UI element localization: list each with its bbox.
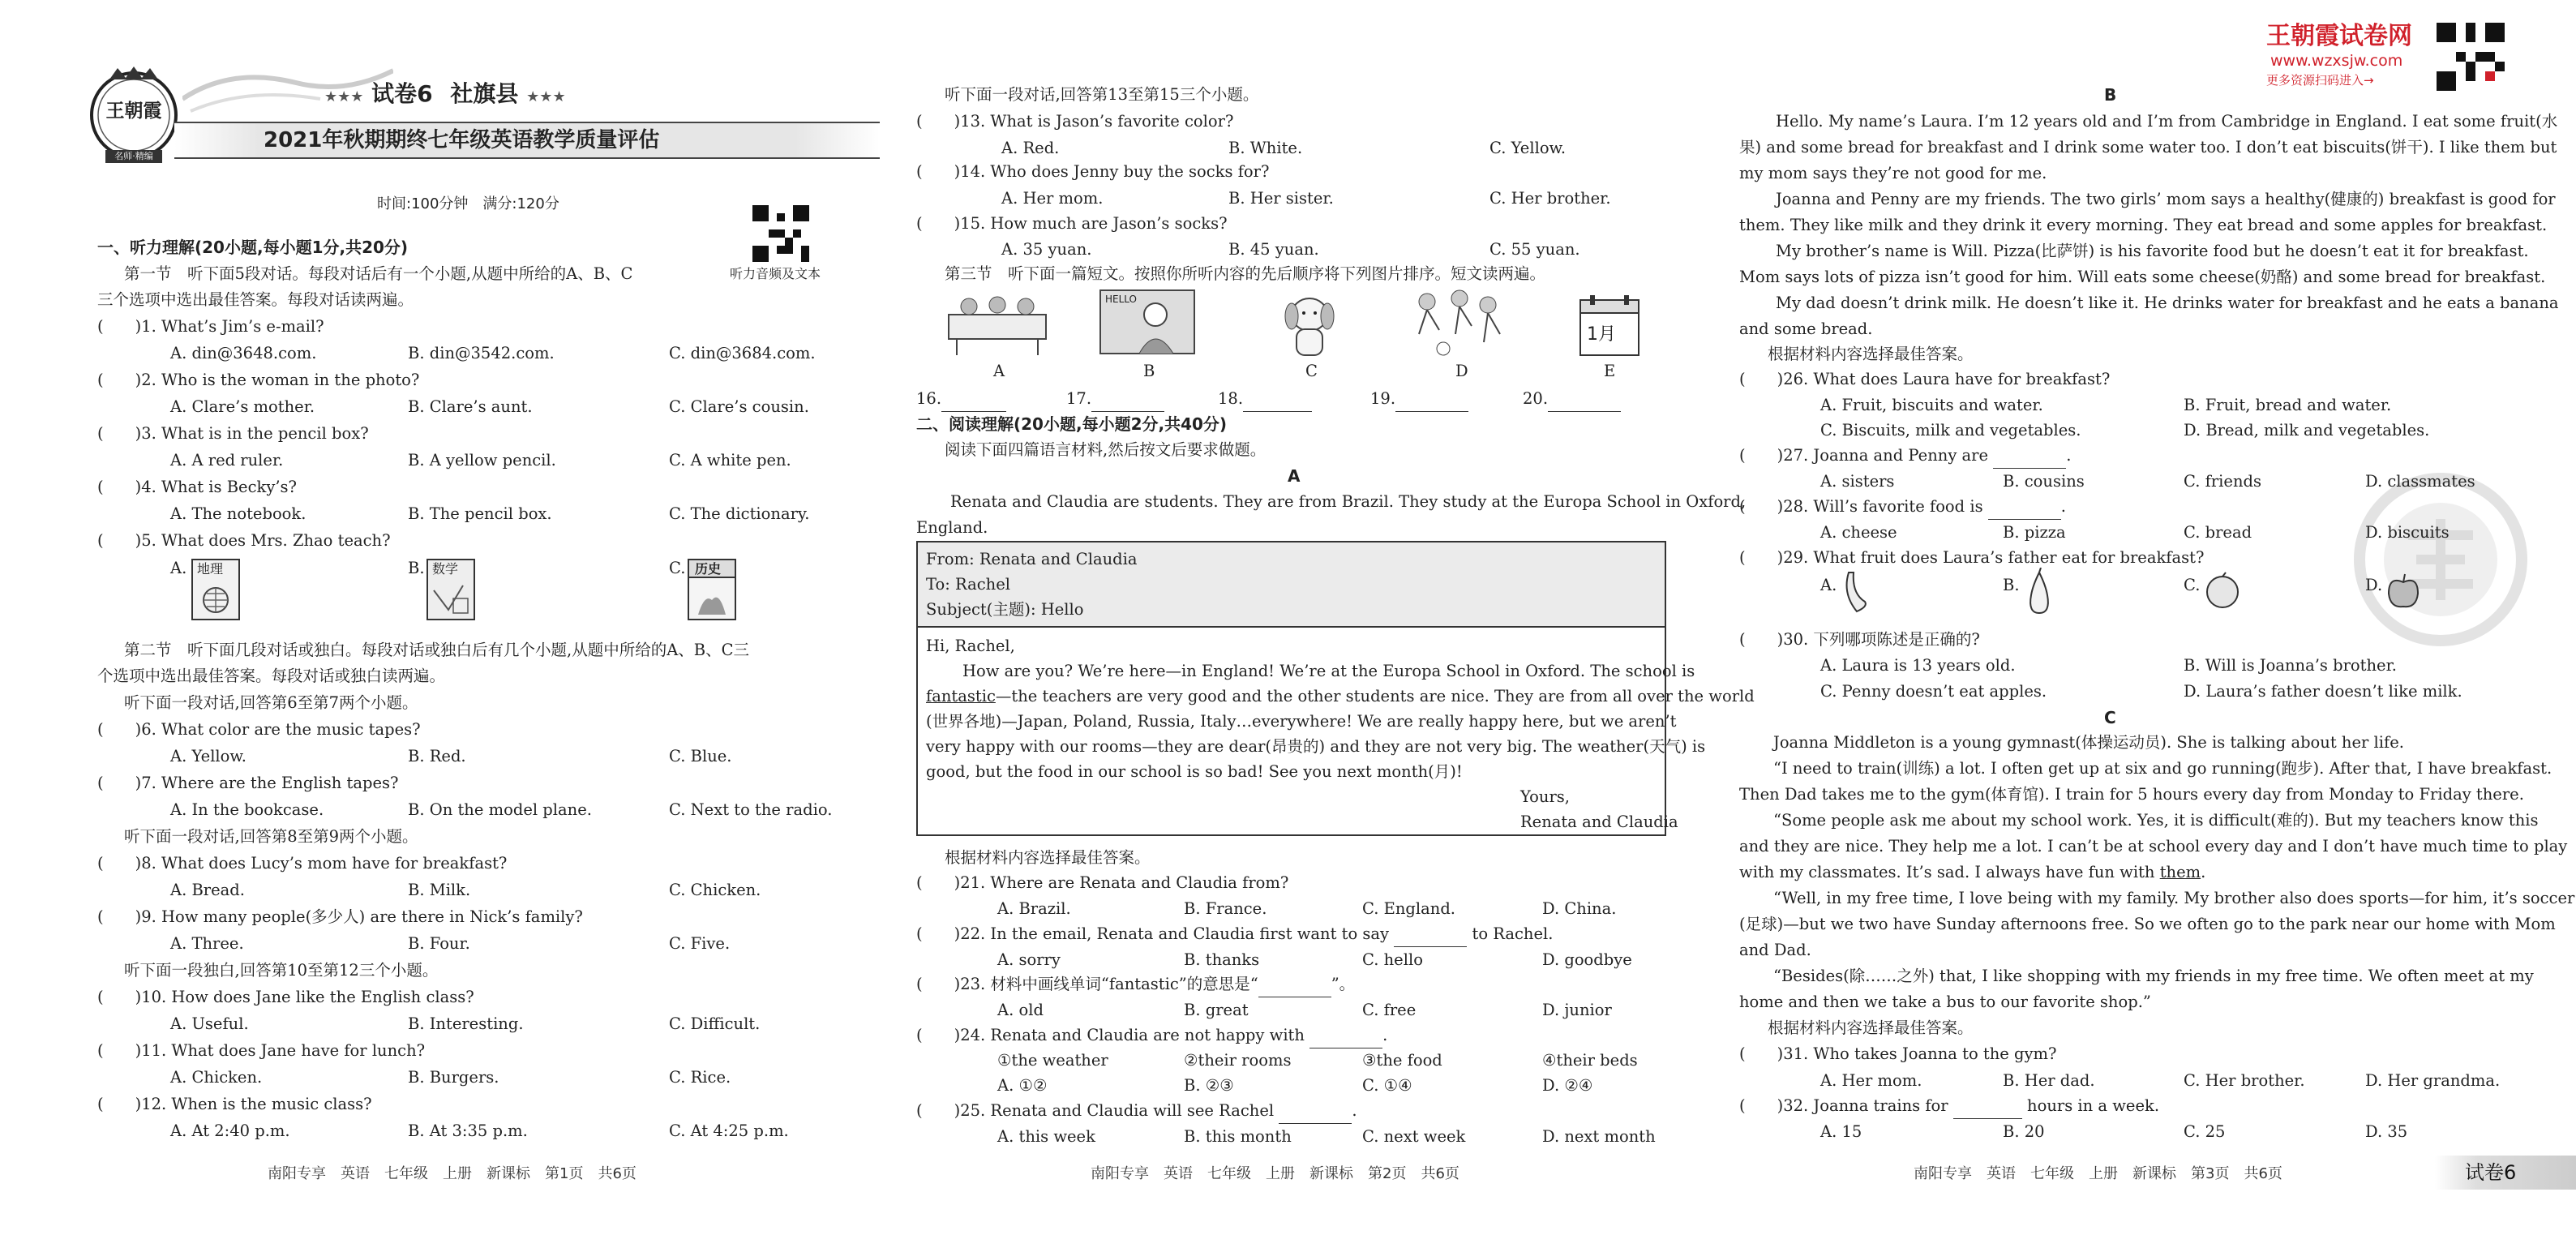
q24-item-2: ②their rooms xyxy=(1184,1051,1292,1070)
q5-option-a[interactable]: A. xyxy=(170,559,187,577)
q25-option-a[interactable]: A. this week xyxy=(997,1127,1095,1146)
calendar-month-text: 1月 xyxy=(1587,324,1616,345)
passage-c-l2: “I need to train(训练) a lot. I often get up at six and go running(跑步). After that, I have breakfast. xyxy=(1773,759,2552,778)
q27-option-a[interactable]: A. sisters xyxy=(1820,472,1895,491)
pic-label-b: B xyxy=(1143,362,1155,380)
page-3 xyxy=(1739,0,2575,1235)
answer-blank-16[interactable] xyxy=(916,386,1006,412)
q11-option-c[interactable]: C. Rice. xyxy=(669,1068,731,1087)
question-26: ( )26. What does Laura have for breakfast? xyxy=(1739,370,2111,388)
stars-left: ★★★ xyxy=(324,88,364,105)
email-body-l1: How are you? We’re here—in England! We’re at the Europa School in Oxford. The school is xyxy=(962,662,1695,680)
listen-6-7: 听下面一段对话,回答第6至第7两个小题。 xyxy=(124,693,418,712)
q4-option-c[interactable]: C. The dictionary. xyxy=(669,504,810,523)
email-greeting: Hi, Rachel, xyxy=(926,637,1015,655)
question-8: ( )8. What does Lucy’s mom have for breakfast? xyxy=(97,854,508,873)
q15-option-b[interactable]: B. 45 yuan. xyxy=(1228,240,1319,259)
passage-c-l6 xyxy=(1739,860,2205,886)
question-5: ( )5. What does Mrs. Zhao teach? xyxy=(97,531,391,550)
exam-title: 2021年秋期期终七年级英语教学质量评估 xyxy=(264,128,660,152)
q15-option-a[interactable]: A. 35 yuan. xyxy=(1001,240,1092,259)
passage-c-l4: “Some people ask me about my school work. Yes, it is difficult(难的). But my teachers know this xyxy=(1773,811,2539,830)
q24-option-c[interactable]: C. ①④ xyxy=(1362,1076,1412,1095)
page-3-footer: 南阳专享 英语 七年级 上册 新课标 第3页 共6页 xyxy=(1914,1165,2282,1182)
email-signature: Renata and Claudia xyxy=(1520,813,1678,831)
picture-d-kids-playing xyxy=(1395,285,1516,358)
question-7: ( )7. Where are the English tapes? xyxy=(97,774,399,792)
q25-option-b[interactable]: B. this month xyxy=(1184,1127,1292,1146)
q28-stem-end: . xyxy=(2060,497,2066,516)
q4-option-a[interactable]: A. The notebook. xyxy=(170,504,306,523)
passage-b-l5: them. They like milk and they drink it every morning. They eat bread and some apples for breakfast. xyxy=(1739,216,2548,234)
part3-intro: 第三节 听下面一篇短文。按照你所听内容的先后顺序将下列图片排序。短文读两遍。 xyxy=(945,264,1546,283)
q21-option-d[interactable]: D. China. xyxy=(1542,899,1617,918)
choose-best-c: 根据材料内容选择最佳答案。 xyxy=(1768,1018,1974,1037)
q28-option-a[interactable]: A. cheese xyxy=(1820,523,1897,542)
section-1-heading: 一、听力理解(20小题,每小题1分,共20分) xyxy=(97,238,409,257)
q8-option-c[interactable]: C. Chicken. xyxy=(669,881,761,899)
q1-option-a[interactable]: A. din@3648.com. xyxy=(170,344,317,362)
q13-option-b[interactable]: B. White. xyxy=(1228,139,1303,157)
q12-option-b[interactable]: B. At 3:35 p.m. xyxy=(408,1121,528,1140)
q24-option-b[interactable]: B. ②③ xyxy=(1184,1076,1234,1095)
q27-option-c[interactable]: C. friends xyxy=(2184,472,2261,491)
math-book-icon xyxy=(426,558,476,621)
email-from: From: Renata and Claudia xyxy=(926,550,1138,568)
q3-option-b[interactable]: B. A yellow pencil. xyxy=(408,451,556,470)
banana-icon xyxy=(1841,569,1873,615)
q9-option-b[interactable]: B. Four. xyxy=(408,934,470,953)
question-2: ( )2. Who is the woman in the photo? xyxy=(97,371,420,389)
q4-option-b[interactable]: B. The pencil box. xyxy=(408,504,552,523)
passage-c-l10: “Besides(除……之外) that, I like shopping with my friends in my free time. We often meet at my xyxy=(1773,967,2534,985)
question-13: ( )13. What is Jason’s favorite color? xyxy=(916,112,1234,131)
passage-a-label: A xyxy=(1288,466,1301,486)
picture-c-dog xyxy=(1277,290,1342,358)
orange-icon xyxy=(2203,571,2242,610)
picture-b-board-text: HELLO xyxy=(1105,294,1137,305)
q14-option-b[interactable]: B. Her sister. xyxy=(1228,189,1334,208)
pic-label-a: A xyxy=(993,362,1005,380)
q28-option-c[interactable]: C. bread xyxy=(2184,523,2252,542)
q27-stem-end: . xyxy=(2066,446,2072,465)
q21-option-b[interactable]: B. France. xyxy=(1184,899,1267,918)
q28-option-b[interactable]: B. pizza xyxy=(2003,523,2066,542)
q22-option-c[interactable]: C. hello xyxy=(1362,950,1423,969)
q6-option-c[interactable]: C. Blue. xyxy=(669,747,732,765)
passage-c-l9: and Dad. xyxy=(1739,941,1811,959)
email-subject: Subject(主题): Hello xyxy=(926,600,1084,619)
question-10: ( )10. How does Jane like the English class? xyxy=(97,988,474,1006)
email-to: To: Rachel xyxy=(926,575,1011,594)
page-2-footer: 南阳专享 英语 七年级 上册 新课标 第2页 共6页 xyxy=(1091,1165,1459,1182)
q32-option-b[interactable]: B. 20 xyxy=(2003,1122,2045,1141)
question-24 xyxy=(916,1023,1387,1048)
q27-option-b[interactable]: B. cousins xyxy=(2003,472,2085,491)
q9-option-a[interactable]: A. Three. xyxy=(170,934,244,953)
passage-c-l5: and they are nice. They help me a lot. I can’t be at school every day and I don’t have much time to play xyxy=(1739,837,2568,855)
q25-stem: ( )25. Renata and Claudia will see Rachel xyxy=(916,1101,1275,1120)
passage-c-l7: “Well, in my free time, I love being with my family. My brother also does sports—for him, it’s soccer xyxy=(1773,889,2575,907)
passage-a-l1: Renata and Claudia are students. They are from Brazil. They study at the Europa School in Oxford, xyxy=(950,492,1747,511)
q24-item-1: ①the weather xyxy=(997,1051,1108,1070)
q30-option-d[interactable]: D. Laura’s father doesn’t like milk. xyxy=(2184,682,2462,701)
picture-a-classroom xyxy=(941,290,1054,357)
section-2-heading: 二、阅读理解(20小题,每小题2分,共40分) xyxy=(916,414,1228,434)
q22-stem-end: to Rachel. xyxy=(1472,924,1554,943)
email-body-l5: good, but the food in our school is so bad! See you next month(月)! xyxy=(926,762,1463,781)
q10-option-a[interactable]: A. Useful. xyxy=(170,1014,249,1033)
q24-item-4: ④their beds xyxy=(1542,1051,1638,1070)
q8-option-b[interactable]: B. Milk. xyxy=(408,881,471,899)
blank-17-number: 17. xyxy=(1066,389,1092,408)
question-12: ( )12. When is the music class? xyxy=(97,1095,372,1113)
q30-option-a[interactable]: A. Laura is 13 years old. xyxy=(1820,656,2016,675)
stars-right: ★★★ xyxy=(526,88,566,105)
underlined-them: them xyxy=(2159,863,2201,881)
q13-option-a[interactable]: A. Red. xyxy=(1001,139,1060,157)
passage-b-l9: and some bread. xyxy=(1739,319,1873,338)
q8-option-a[interactable]: A. Bread. xyxy=(170,881,245,899)
question-1: ( )1. What’s Jim’s e-mail? xyxy=(97,317,324,336)
passage-b-label: B xyxy=(2104,85,2117,105)
pic-label-e: E xyxy=(1604,362,1616,380)
q28-option-d[interactable]: D. biscuits xyxy=(2365,523,2450,542)
part1-intro-l2: 三个选项中选出最佳答案。每段对话读两遍。 xyxy=(97,290,414,309)
q14-option-c[interactable]: C. Her brother. xyxy=(1489,189,1611,208)
question-22 xyxy=(916,921,1553,947)
q2-option-b[interactable]: B. Clare’s aunt. xyxy=(408,397,533,416)
q23-option-c[interactable]: C. free xyxy=(1362,1001,1417,1019)
brand-url[interactable]: www.wzxsjw.com xyxy=(2270,52,2403,70)
q9-option-c[interactable]: C. Five. xyxy=(669,934,731,953)
q29-option-c[interactable]: C. xyxy=(2184,576,2201,594)
answer-blank-19[interactable] xyxy=(1370,386,1468,412)
q7-option-c[interactable]: C. Next to the radio. xyxy=(669,800,833,819)
question-15: ( )15. How much are Jason’s socks? xyxy=(916,214,1228,233)
blank-19-number: 19. xyxy=(1370,389,1396,408)
passage-c-l6-text: with my classmates. It’s sad. I always have fun with xyxy=(1739,863,2160,881)
question-25 xyxy=(916,1098,1357,1124)
email-body-l2 xyxy=(926,684,1755,710)
passage-c-l1: Joanna Middleton is a young gymnast(体操运动员). She is talking about her life. xyxy=(1773,733,2404,752)
q7-option-b[interactable]: B. On the model plane. xyxy=(408,800,592,819)
q30-option-b[interactable]: B. Will is Joanna’s brother. xyxy=(2184,656,2397,675)
q31-option-c[interactable]: C. Her brother. xyxy=(2184,1071,2305,1090)
q24-stem: ( )24. Renata and Claudia are not happy with xyxy=(916,1026,1305,1044)
watermark-seal xyxy=(2351,470,2530,649)
brand-qr-code[interactable] xyxy=(2437,23,2505,91)
brand-tagline: 更多资源扫码进入→ xyxy=(2266,73,2374,88)
book-c-title: 历史 xyxy=(695,561,722,577)
qr-code-listening xyxy=(752,205,809,262)
answer-blank-17[interactable] xyxy=(1066,386,1164,412)
picture-e-calendar xyxy=(1577,294,1642,358)
q25-option-c[interactable]: C. next week xyxy=(1362,1127,1466,1146)
q5-option-b[interactable]: B. xyxy=(408,559,425,577)
passage-c-l3: Then Dad takes me to the gym(体育馆). I train for 5 hours every day from Monday to Friday there. xyxy=(1739,785,2524,804)
q24-item-3: ③the food xyxy=(1362,1051,1442,1070)
q29-option-d[interactable]: D. xyxy=(2365,576,2383,594)
question-31: ( )31. Who takes Joanna to the gym? xyxy=(1739,1044,2057,1063)
brand-logo xyxy=(85,65,182,170)
q6-option-a[interactable]: A. Yellow. xyxy=(170,747,246,765)
picture-b-teacher xyxy=(1099,287,1196,357)
q32-option-d[interactable]: D. 35 xyxy=(2365,1122,2408,1141)
apple-icon xyxy=(2384,571,2423,610)
question-28 xyxy=(1739,494,2066,520)
q24-stem-end: . xyxy=(1382,1026,1388,1044)
q26-option-a[interactable]: A. Fruit, biscuits and water. xyxy=(1820,396,2043,414)
qr-caption: 听力音频及文本 xyxy=(730,266,821,281)
q7-option-a[interactable]: A. In the bookcase. xyxy=(170,800,324,819)
q32-stem-end: hours in a week. xyxy=(2027,1096,2160,1115)
passage-b-l7: Mom says lots of pizza isn’t good for him. Will eats some cheese(奶酪) and some bread for breakfast. xyxy=(1739,268,2546,286)
q23-option-d[interactable]: D. junior xyxy=(1542,1001,1612,1019)
passage-b-l1: Hello. My name’s Laura. I’m 12 years old and I’m from Cambridge in England. I eat some fruit(水 xyxy=(1776,112,2558,131)
county-name: 社旗县 xyxy=(450,80,519,107)
q31-option-b[interactable]: B. Her dad. xyxy=(2003,1071,2095,1090)
q13-option-c[interactable]: C. Yellow. xyxy=(1489,139,1567,157)
listen-13-15: 听下面一段对话,回答第13至第15三个小题。 xyxy=(945,85,1259,104)
q23-option-a[interactable]: A. old xyxy=(997,1001,1044,1019)
listen-10-12: 听下面一段独白,回答第10至第12三个小题。 xyxy=(124,961,439,980)
passage-b-l4: Joanna and Penny are my friends. The two girls’ mom says a healthy(健康的) breakfast is good for xyxy=(1776,190,2556,208)
q23-stem-end: ”。 xyxy=(1331,975,1356,993)
q2-option-c[interactable]: C. Clare’s cousin. xyxy=(669,397,809,416)
page-1-footer: 南阳专享 英语 七年级 上册 新课标 第1页 共6页 xyxy=(268,1165,636,1182)
choose-best-b: 根据材料内容选择最佳答案。 xyxy=(1768,345,1974,363)
question-27 xyxy=(1739,443,2071,469)
geography-book-icon xyxy=(191,558,241,621)
q24-option-a[interactable]: A. ①② xyxy=(997,1076,1048,1095)
part1-intro-l1: 第一节 听下面5段对话。每段对话后有一个小题,从题中所给的A、B、C xyxy=(124,264,633,283)
q3-option-a[interactable]: A. A red ruler. xyxy=(170,451,284,470)
q22-option-b[interactable]: B. thanks xyxy=(1184,950,1260,969)
email-body-l3: (世界各地)—Japan, Poland, Russia, Italy…everywhere! We are really happy here, but we aren’t xyxy=(926,712,1677,731)
question-14: ( )14. Who does Jenny buy the socks for? xyxy=(916,162,1270,181)
q32-stem: ( )32. Joanna trains for xyxy=(1739,1096,1948,1115)
page-2 xyxy=(916,0,1755,1235)
q26-option-b[interactable]: B. Fruit, bread and water. xyxy=(2184,396,2392,414)
passage-b-l6: My brother’s name is Will. Pizza(比萨饼) is his favorite food but he doesn’t eat it for breakfast. xyxy=(1776,242,2529,260)
choose-best-a: 根据材料内容选择最佳答案。 xyxy=(945,848,1151,867)
q22-option-d[interactable]: D. goodbye xyxy=(1542,950,1632,969)
q14-option-a[interactable]: A. Her mom. xyxy=(1001,189,1104,208)
q28-stem: ( )28. Will’s favorite food is xyxy=(1739,497,1983,516)
q32-option-a[interactable]: A. 15 xyxy=(1820,1122,1862,1141)
q6-option-b[interactable]: B. Red. xyxy=(408,747,466,765)
q27-stem: ( )27. Joanna and Penny are xyxy=(1739,446,1989,465)
question-9: ( )9. How many people(多少人) are there in Nick’s family? xyxy=(97,907,583,926)
email-body-l4: very happy with our rooms—they are dear(昂贵的) and they are not very big. The weather(天气) is xyxy=(926,737,1706,756)
question-23 xyxy=(916,971,1355,997)
q10-option-b[interactable]: B. Interesting. xyxy=(408,1014,524,1033)
q31-option-a[interactable]: A. Her mom. xyxy=(1820,1071,1922,1090)
q27-option-d[interactable]: D. classmates xyxy=(2365,472,2475,491)
part2-intro-l2: 个选项中选出最佳答案。每段对话或独白读两遍。 xyxy=(97,667,446,685)
exam-number: 试卷6 xyxy=(371,80,433,107)
q3-option-c[interactable]: C. A white pen. xyxy=(669,451,791,470)
q1-option-c[interactable]: C. din@3684.com. xyxy=(669,344,816,362)
passage-b-l3: my mom says they’re not good for me. xyxy=(1739,164,2047,182)
email-closing: Yours, xyxy=(1520,787,1571,806)
passage-b-l8: My dad doesn’t drink milk. He doesn’t like it. He drinks water for breakfast and he eats a banana xyxy=(1776,294,2559,312)
q22-stem: ( )22. In the email, Renata and Claudia first want to say xyxy=(916,924,1390,943)
pic-label-d: D xyxy=(1455,362,1468,380)
q1-option-b[interactable]: B. din@3542.com. xyxy=(408,344,555,362)
q24-option-d[interactable]: D. ②④ xyxy=(1542,1076,1593,1095)
q25-option-d[interactable]: D. next month xyxy=(1542,1127,1656,1146)
history-book-icon xyxy=(687,558,737,621)
passage-c-l11: home and then we take a bus to our favorite shop.” xyxy=(1739,993,2151,1011)
q26-option-c[interactable]: C. Biscuits, milk and vegetables. xyxy=(1820,421,2081,440)
q30-option-c[interactable]: C. Penny doesn’t eat apples. xyxy=(1820,682,2047,701)
passage-c-l8: (足球)—but we two have Sunday afternoons free. So we often go to the park near our home with Mom xyxy=(1739,915,2556,933)
q10-option-c[interactable]: C. Difficult. xyxy=(669,1014,761,1033)
passage-c-l6-end: . xyxy=(2201,863,2206,881)
question-30: ( )30. 下列哪项陈述是正确的? xyxy=(1739,630,1980,649)
passage-c-label: C xyxy=(2104,708,2116,727)
q12-option-a[interactable]: A. At 2:40 p.m. xyxy=(170,1121,290,1140)
question-11: ( )11. What does Jane have for lunch? xyxy=(97,1041,426,1060)
q31-option-d[interactable]: D. Her grandma. xyxy=(2365,1071,2501,1090)
q23-stem: ( )23. 材料中画线单词“fantastic”的意思是“ xyxy=(916,975,1258,993)
underlined-fantastic: fantastic xyxy=(926,687,996,705)
question-29: ( )29. What fruit does Laura’s father eat for breakfast? xyxy=(1739,548,2205,567)
pear-icon xyxy=(2023,568,2055,616)
blank-20-number: 20. xyxy=(1523,389,1549,408)
brand-name: 王朝霞试卷网 xyxy=(2266,22,2412,50)
answer-blank-18[interactable] xyxy=(1218,386,1312,412)
q22-option-a[interactable]: A. sorry xyxy=(997,950,1061,969)
part2-intro-l1: 第二节 听下面几段对话或独白。每段对话或独白后有几个小题,从题中所给的A、B、C三 xyxy=(124,641,750,659)
q11-option-b[interactable]: B. Burgers. xyxy=(408,1068,499,1087)
reading-intro: 阅读下面四篇语言材料,然后按文后要求做题。 xyxy=(945,440,1267,459)
email-body-l2-rest: —the teachers are very good and the other students are nice. They are from all over the world xyxy=(995,687,1755,705)
q15-option-c[interactable]: C. 55 yuan. xyxy=(1489,240,1580,259)
q21-option-c[interactable]: C. England. xyxy=(1362,899,1456,918)
q26-option-d[interactable]: D. Bread, milk and vegetables. xyxy=(2184,421,2430,440)
pic-label-c: C xyxy=(1305,362,1318,380)
q29-option-a[interactable]: A. xyxy=(1820,576,1837,594)
answer-blank-20[interactable] xyxy=(1523,386,1621,412)
question-4: ( )4. What is Becky’s? xyxy=(97,478,298,496)
q2-option-a[interactable]: A. Clare’s mother. xyxy=(170,397,315,416)
blank-18-number: 18. xyxy=(1218,389,1244,408)
passage-b-l2: 果) and some bread for breakfast and I drink some water too. I don’t eat biscuits(饼干). I like them but xyxy=(1739,138,2557,157)
blank-16-number: 16. xyxy=(916,389,942,408)
q11-option-a[interactable]: A. Chicken. xyxy=(170,1068,263,1087)
logo-text: 王朝霞 xyxy=(105,100,162,122)
logo-subtext: 名师·精编 xyxy=(114,151,153,161)
passage-a-l2: England. xyxy=(916,518,988,537)
question-6: ( )6. What color are the music tapes? xyxy=(97,720,421,739)
q23-option-b[interactable]: B. great xyxy=(1184,1001,1249,1019)
q21-option-a[interactable]: A. Brazil. xyxy=(997,899,1071,918)
q25-stem-end: . xyxy=(1352,1101,1357,1120)
listen-8-9: 听下面一段对话,回答第8至第9两个小题。 xyxy=(124,827,418,846)
question-3: ( )3. What is in the pencil box? xyxy=(97,424,369,443)
corner-tag: 试卷6 xyxy=(2465,1161,2517,1184)
q12-option-c[interactable]: C. At 4:25 p.m. xyxy=(669,1121,789,1140)
q32-option-c[interactable]: C. 25 xyxy=(2184,1122,2226,1141)
q29-option-b[interactable]: B. xyxy=(2003,576,2020,594)
book-a-title: 地理 xyxy=(197,561,224,577)
time-score: 时间:100分钟 满分:120分 xyxy=(377,195,559,212)
page-1 xyxy=(77,0,868,1235)
exam-header xyxy=(324,81,566,110)
book-b-title: 数学 xyxy=(432,561,459,577)
question-21: ( )21. Where are Renata and Claudia from? xyxy=(916,873,1289,892)
q5-option-c[interactable]: C. xyxy=(669,559,686,577)
question-32 xyxy=(1739,1093,2159,1119)
